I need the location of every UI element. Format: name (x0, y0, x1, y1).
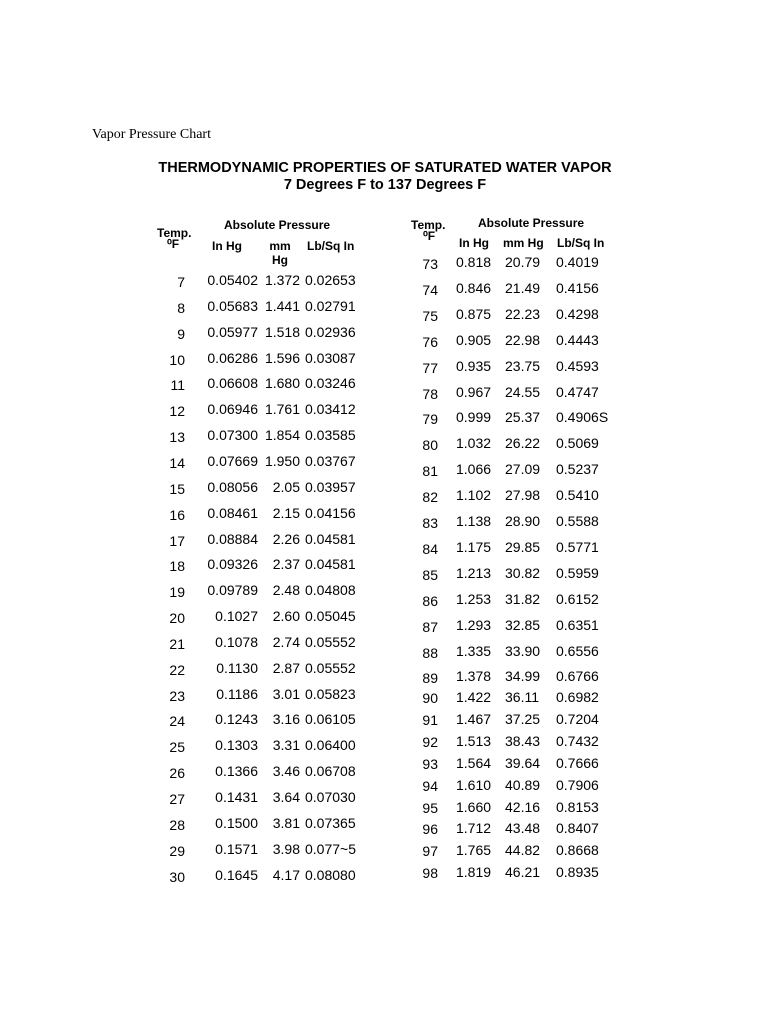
left-lb-sq-in-cell: 0.02791 (305, 297, 356, 314)
right-in-hg-cell: 1.175 (456, 538, 492, 555)
right-in-hg-cell: 1.564 (456, 754, 492, 771)
right-lb-sq-in-cell: 0.5771 (556, 538, 599, 555)
right-mm-hg-cell: 23.75 (505, 357, 541, 374)
right-in-hg-cell: 1.293 (456, 616, 492, 633)
left-mm-hg-cell: 2.48 (272, 582, 300, 599)
left-temp-cell: 27 (169, 791, 185, 807)
right-in-hg-cell: 0.846 (456, 279, 492, 296)
left-mm-hg-cell: 4.17 (272, 866, 300, 883)
document-label: Vapor Pressure Chart (92, 127, 211, 142)
left-temp-cell: 12 (169, 403, 185, 420)
right-mm-hg-cell: 43.48 (505, 820, 541, 837)
right-lb-sq-in-cell: 0.7204 (556, 710, 599, 727)
right-lb-sq-in-cell: 0.6766 (556, 668, 599, 685)
right-temp-cell: 79 (422, 411, 438, 428)
left-in-hg-cell: 0.1186 (216, 685, 258, 702)
right-in-hg-cell: 0.967 (456, 383, 492, 400)
left-mm-hg-cell: 3.98 (272, 840, 300, 857)
left-in-hg-cell: 0.06286 (207, 349, 258, 366)
left-mm-hg-cell: 1.854 (264, 427, 300, 444)
right-lb-sq-in-cell: 0.5237 (556, 461, 599, 478)
left-in-hg-cell: 0.1645 (215, 866, 258, 883)
left-in-hg-cell: 0.1431 (215, 789, 258, 805)
left-in-hg-cell: 0.08884 (207, 530, 258, 547)
left-mm-hg-cell: 3.81 (272, 814, 300, 831)
right-temp-cell: 92 (422, 733, 438, 750)
left-in-hg-cell: 0.1500 (215, 814, 258, 831)
left-temp-cell: 21 (169, 635, 185, 652)
left-temp-cell: 30 (169, 868, 185, 885)
left-lb-sq-in-cell: 0.03957 (305, 478, 356, 495)
right-lb-sq-in-cell: 0.4156 (556, 279, 599, 296)
left-temp-cell: 22 (169, 661, 185, 678)
right-in-hg-cell: 0.935 (456, 357, 492, 374)
right-mm-hg-cell: 44.82 (505, 842, 541, 859)
left-temp-cell: 14 (169, 454, 185, 471)
left-lb-sq-in-cell: 0.07030 (305, 789, 356, 805)
left-lb-sq-in-cell: 0.03412 (305, 401, 356, 418)
right-temp-cell: 86 (422, 592, 438, 609)
right-temp-cell: 82 (422, 489, 438, 506)
left-mm-hg-cell: 2.37 (272, 556, 300, 573)
left-lb-sq-in-cell: 0.06708 (305, 763, 356, 780)
page-title: THERMODYNAMIC PROPERTIES OF SATURATED WATER VAPOR (158, 160, 612, 176)
left-lb-sq-in-cell: 0.04581 (305, 556, 356, 573)
left-mm-hg-cell: 1.680 (264, 375, 300, 392)
left-temp-cell: 7 (177, 274, 185, 290)
right-lb-sq-in-cell: 0.7906 (556, 776, 599, 793)
left-temp-cell: 25 (169, 739, 185, 756)
right-temp-cell: 78 (422, 385, 438, 402)
right-in-hg-cell: 1.712 (456, 820, 492, 837)
left-in-hg-cell: 0.06946 (207, 401, 258, 418)
right-temp-cell: 88 (422, 644, 438, 661)
right-lb-sq-in-cell: 0.5410 (556, 487, 599, 504)
right-mm-hg-cell: 24.55 (505, 383, 541, 400)
right-mm-hg-cell: 29.85 (505, 538, 541, 555)
right-in-hg-cell: 1.066 (456, 461, 492, 478)
right-temp-cell: 94 (422, 777, 438, 794)
right-in-hg-cell: 1.422 (456, 689, 492, 705)
right-in-hg-cell: 0.905 (456, 331, 492, 348)
left-in-hg-cell: 0.07669 (207, 452, 258, 469)
left-lb-sq-in-cell: 0.05552 (305, 659, 356, 676)
right-lb-sq-in-cell: 0.4906S (556, 409, 609, 426)
right-mm-hg-cell: 36.11 (505, 689, 539, 705)
right-lb-sq-in-cell: 0.4593 (556, 357, 599, 374)
left-lb-sq-in-cell: 0.04156 (305, 504, 356, 521)
left-in-hg-header: In Hg (212, 239, 242, 253)
left-in-hg-cell: 0.1303 (215, 737, 258, 754)
left-lb-sq-in-header: Lb/Sq In (307, 239, 355, 253)
right-mm-hg-cell: 26.22 (505, 435, 541, 452)
right-in-hg-cell: 1.819 (456, 864, 492, 881)
right-temp-cell: 91 (422, 711, 438, 728)
left-lb-sq-in-cell: 0.03767 (305, 452, 356, 469)
left-temp-cell: 11 (170, 377, 185, 394)
left-in-hg-cell: 0.05683 (207, 297, 258, 314)
left-mm-hg-cell: 2.26 (272, 530, 300, 547)
right-temp-cell: 89 (422, 670, 438, 687)
left-lb-sq-in-cell: 0.077~5 (305, 840, 356, 857)
right-temp-cell: 93 (422, 755, 438, 772)
right-lb-sq-in-cell: 0.5069 (556, 435, 599, 452)
right-lb-sq-in-cell: 0.4443 (556, 331, 599, 348)
left-lb-sq-in-cell: 0.03246 (305, 375, 356, 392)
left-lb-sq-in-cell: 0.06400 (305, 737, 356, 754)
right-temp-cell: 90 (422, 690, 438, 706)
right-lb-sq-in-cell: 0.8935 (556, 864, 599, 881)
left-temp-cell: 17 (169, 532, 185, 549)
left-in-hg-cell: 0.07300 (207, 427, 258, 444)
right-temp-cell: 84 (422, 540, 438, 557)
right-mm-hg-cell: 39.64 (505, 754, 541, 771)
right-mm-hg-header: mm Hg (503, 236, 544, 250)
right-in-hg-cell: 1.660 (456, 798, 492, 815)
right-in-hg-cell: 1.610 (456, 776, 492, 793)
right-temp-cell: 98 (422, 865, 438, 882)
right-in-hg-cell: 1.765 (456, 842, 492, 859)
left-temp-cell: 8 (177, 299, 185, 316)
right-lb-sq-in-cell: 0.5959 (556, 564, 599, 581)
left-mm-hg-cell: 3.64 (272, 789, 300, 805)
right-lb-sq-in-cell: 0.7666 (556, 754, 599, 771)
right-in-hg-cell: 1.378 (456, 668, 492, 685)
right-in-hg-cell: 1.467 (456, 710, 492, 727)
left-in-hg-cell: 0.06608 (207, 375, 258, 392)
left-mm-hg-cell: 1.372 (264, 272, 300, 288)
left-temp-cell: 19 (169, 584, 185, 601)
left-lb-sq-in-cell: 0.08080 (305, 866, 356, 883)
left-mm-hg-cell: 3.16 (272, 711, 300, 728)
left-mm-hg-cell: 1.950 (264, 452, 300, 469)
right-lb-sq-in-cell: 0.6351 (556, 616, 599, 633)
right-mm-hg-cell: 27.98 (505, 487, 541, 504)
right-lb-sq-in-cell: 0.6152 (556, 590, 599, 607)
right-mm-hg-cell: 27.09 (505, 461, 541, 478)
left-in-hg-cell: 0.08056 (207, 478, 258, 495)
right-lb-sq-in-cell: 0.4747 (556, 383, 599, 400)
left-in-hg-cell: 0.1027 (215, 608, 258, 625)
right-mm-hg-cell: 34.99 (505, 668, 541, 685)
left-lb-sq-in-cell: 0.05823 (305, 685, 356, 702)
left-temp-cell: 20 (169, 610, 185, 627)
left-temp-cell: 9 (177, 325, 185, 342)
left-temp-header: Temp. (157, 226, 192, 240)
left-lb-sq-in-cell: 0.04581 (305, 530, 356, 547)
left-lb-sq-in-cell: 0.05045 (305, 608, 356, 625)
right-lb-sq-in-cell: 0.6982 (556, 689, 599, 705)
right-in-hg-header: In Hg (459, 236, 489, 250)
right-mm-hg-cell: 20.79 (505, 254, 541, 270)
left-lb-sq-in-cell: 0.06105 (305, 711, 356, 728)
left-mm-hg-cell: 1.441 (264, 297, 300, 314)
right-temp-cell: 96 (422, 821, 438, 838)
right-mm-hg-cell: 22.23 (505, 305, 541, 322)
right-absolute-pressure-header: Absolute Pressure (478, 216, 585, 230)
right-temp-cell: 85 (422, 566, 438, 583)
right-mm-hg-cell: 42.16 (505, 798, 541, 815)
left-temp-cell: 15 (169, 480, 185, 497)
right-temp-unit: ⁰F (423, 229, 436, 243)
right-in-hg-cell: 1.513 (456, 732, 492, 749)
right-lb-sq-in-cell: 0.4298 (556, 305, 599, 322)
right-mm-hg-cell: 22.98 (505, 331, 541, 348)
right-mm-hg-cell: 33.90 (505, 642, 541, 659)
right-mm-hg-cell: 38.43 (505, 732, 541, 749)
left-mm-hg-cell: 3.31 (272, 737, 300, 754)
right-temp-cell: 76 (422, 333, 438, 350)
right-lb-sq-in-cell: 0.6556 (556, 642, 599, 659)
left-mm-hg-cell: 3.46 (272, 763, 300, 780)
left-mm-hg-cell: 2.15 (272, 504, 300, 521)
left-in-hg-cell: 0.09326 (207, 556, 258, 573)
left-temp-cell: 18 (169, 558, 185, 575)
left-in-hg-cell: 0.1130 (216, 659, 258, 676)
right-mm-hg-cell: 31.82 (505, 590, 541, 607)
right-in-hg-cell: 0.875 (456, 305, 492, 322)
right-in-hg-cell: 1.335 (456, 642, 492, 659)
right-in-hg-cell: 1.138 (456, 513, 492, 529)
right-temp-cell: 95 (422, 799, 438, 816)
right-temp-cell: 87 (422, 618, 438, 635)
right-in-hg-cell: 1.102 (456, 487, 492, 504)
right-lb-sq-in-cell: 0.5588 (556, 513, 599, 529)
right-temp-cell: 80 (422, 437, 438, 454)
left-lb-sq-in-cell: 0.07365 (305, 814, 356, 831)
right-in-hg-cell: 1.213 (456, 564, 492, 581)
right-lb-sq-in-cell: 0.7432 (556, 732, 599, 749)
left-absolute-pressure-header: Absolute Pressure (224, 218, 331, 232)
left-lb-sq-in-cell: 0.02936 (305, 323, 356, 340)
left-temp-cell: 24 (169, 713, 185, 730)
right-lb-sq-in-cell: 0.8407 (556, 820, 599, 837)
right-lb-sq-in-header: Lb/Sq In (557, 236, 605, 250)
right-in-hg-cell: 1.253 (456, 590, 492, 607)
left-mm-hg-cell: 1.596 (264, 349, 300, 366)
right-mm-hg-cell: 30.82 (505, 564, 541, 581)
left-temp-cell: 28 (169, 816, 185, 833)
left-mm-hg-cell: 2.87 (272, 659, 300, 676)
left-mm-hg-header: mm Hg (269, 239, 291, 267)
left-in-hg-cell: 0.1571 (215, 840, 258, 857)
left-mm-hg-cell: 2.05 (272, 478, 300, 495)
left-lb-sq-in-cell: 0.05552 (305, 633, 356, 650)
left-temp-cell: 23 (169, 687, 185, 704)
left-in-hg-cell: 0.1366 (215, 763, 258, 780)
left-lb-sq-in-cell: 0.04808 (305, 582, 356, 599)
left-in-hg-cell: 0.08461 (207, 504, 258, 521)
right-temp-cell: 74 (422, 281, 438, 298)
left-lb-sq-in-cell: 0.02653 (305, 272, 356, 288)
left-in-hg-cell: 0.1078 (215, 633, 258, 650)
right-mm-hg-cell: 37.25 (505, 710, 541, 727)
right-lb-sq-in-cell: 0.8153 (556, 798, 599, 815)
left-in-hg-cell: 0.1243 (215, 711, 258, 728)
right-temp-cell: 83 (422, 515, 438, 531)
right-temp-header: Temp. (411, 218, 446, 232)
right-mm-hg-cell: 25.37 (505, 409, 541, 426)
right-in-hg-cell: 0.818 (456, 254, 492, 270)
right-in-hg-cell: 0.999 (456, 409, 492, 426)
left-in-hg-cell: 0.09789 (207, 582, 258, 599)
left-temp-cell: 29 (169, 842, 185, 859)
right-mm-hg-cell: 46.21 (505, 864, 541, 881)
left-mm-hg-cell: 1.761 (264, 401, 300, 418)
right-temp-cell: 81 (422, 463, 438, 480)
left-temp-cell: 13 (169, 429, 185, 446)
left-mm-hg-cell: 2.60 (272, 608, 300, 625)
right-temp-cell: 73 (422, 256, 438, 272)
left-mm-hg-cell: 2.74 (272, 633, 300, 650)
right-mm-hg-cell: 21.49 (505, 279, 541, 296)
right-temp-cell: 77 (422, 359, 438, 376)
right-mm-hg-cell: 32.85 (505, 616, 541, 633)
left-mm-hg-cell: 3.01 (272, 685, 300, 702)
left-in-hg-cell: 0.05977 (207, 323, 258, 340)
left-temp-unit: ⁰F (167, 237, 180, 251)
right-lb-sq-in-cell: 0.8668 (556, 842, 599, 859)
right-lb-sq-in-cell: 0.4019 (556, 254, 599, 270)
left-temp-cell: 10 (169, 351, 185, 368)
right-temp-cell: 97 (422, 843, 438, 860)
left-temp-cell: 26 (169, 765, 185, 782)
right-in-hg-cell: 1.032 (456, 435, 492, 452)
left-in-hg-cell: 0.05402 (207, 272, 258, 288)
left-lb-sq-in-cell: 0.03087 (305, 349, 356, 366)
right-mm-hg-cell: 40.89 (505, 776, 541, 793)
left-temp-cell: 16 (169, 506, 185, 523)
left-lb-sq-in-cell: 0.03585 (305, 427, 356, 444)
right-temp-cell: 75 (422, 307, 438, 324)
right-mm-hg-cell: 28.90 (505, 513, 541, 529)
page-subtitle: 7 Degrees F to 137 Degrees F (283, 177, 487, 193)
left-mm-hg-cell: 1.518 (264, 323, 300, 340)
